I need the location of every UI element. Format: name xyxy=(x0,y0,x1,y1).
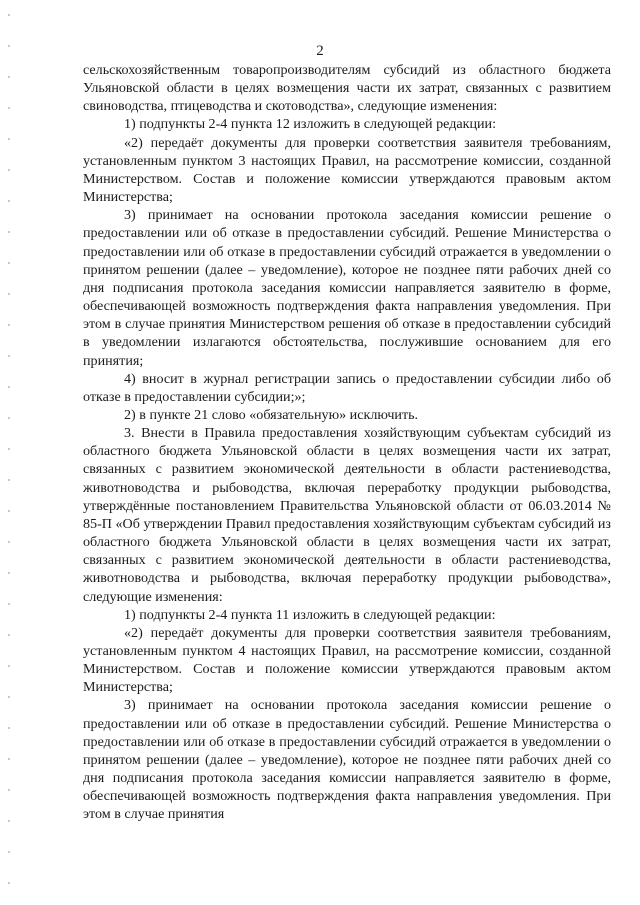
paragraph: 1) подпункты 2-4 пункта 11 изложить в следующей редакции: xyxy=(124,606,496,623)
paragraph: 1) подпункты 2-4 пункта 12 изложить в следующей редакции: xyxy=(124,116,497,133)
paragraph: сельскохозяйственным товаропроизводителям субсидий из областного бюджета Ульяновской области в целях возмещения части их затрат, связанных с развитием свиноводства, птицеводства и скотоводства», следующие изменения: xyxy=(83,62,611,115)
paragraph: «2) передаёт документы для проверки соответствия заявителя требованиям, установленным пунктом 4 настоящих Правил, на рассмотрение комиссии, созданной Министерством. Состав и положение комиссии утверждаются правовым актом Министерства; xyxy=(83,624,611,696)
scan-margin-line xyxy=(8,0,10,905)
paragraph: 2) в пункте 21 слово «обязательную» исключить. xyxy=(124,406,419,423)
paragraph: 3. Внести в Правила предоставления хозяйствующим субъектам субсидий из областного бюджета Ульяновской области в целях возмещения части их затрат, связанных с развитием экономической деятельности в области растениеводства, животноводства и рыбоводства, включая переработку продукции рыбоводства, утверждённые постановлением Правительства Ульяновской области от 06.03.2014 № 85-П «Об утверждении Правил предоставления хозяйствующим субъектам субсидий из областного бюджета Ульяновской области в целях возмещения части их затрат, связанных с развитием экономической деятельности в области растениеводства, животноводства и рыбоводства, включая переработку продукции рыбоводства», следующие изменения: xyxy=(83,425,611,605)
paragraph: «2) передаёт документы для проверки соответствия заявителя требованиям, установленным пунктом 3 настоящих Правил, на рассмотрение комиссии, созданной Министерством. Состав и положение комиссии утверждаются правовым актом Министерства; xyxy=(83,134,611,206)
paragraph: 4) вносит в журнал регистрации запись о предоставлении субсидии либо об отказе в предоставлении субсидии;»; xyxy=(83,370,611,405)
paragraph: 3) принимает на основании протокола заседания комиссии решение о предоставлении или об отказе в предоставлении субсидий. Решение Министерства о предоставлении или об отказе в предоставлении субсидий отражается в уведомлении о принятом решении (далее – уведомление), которое не позднее пяти рабочих дней со дня подписания протокола заседания комиссии направляется заявителю в форме, обеспечивающей возможность подтверждения факта направления уведомления. При этом в случае принятия xyxy=(83,697,611,823)
paragraph: 3) принимает на основании протокола заседания комиссии решение о предоставлении или об отказе в предоставлении субсидий. Решение Министерства о предоставлении или об отказе в предоставлении субсидий отражается в уведомлении о принятом решении (далее – уведомление), которое не позднее пяти рабочих дней со дня подписания протокола заседания комиссии направляется заявителю в форме, обеспечивающей возможность подтверждения факта направления уведомления. При этом в случае принятия Министерством решения об отказе в предоставлении субсидий в уведомлении излагаются обстоятельства, послужившие основанием для его принятия; xyxy=(83,207,611,369)
document-body xyxy=(83,61,611,824)
page-number: 2 xyxy=(316,43,324,59)
